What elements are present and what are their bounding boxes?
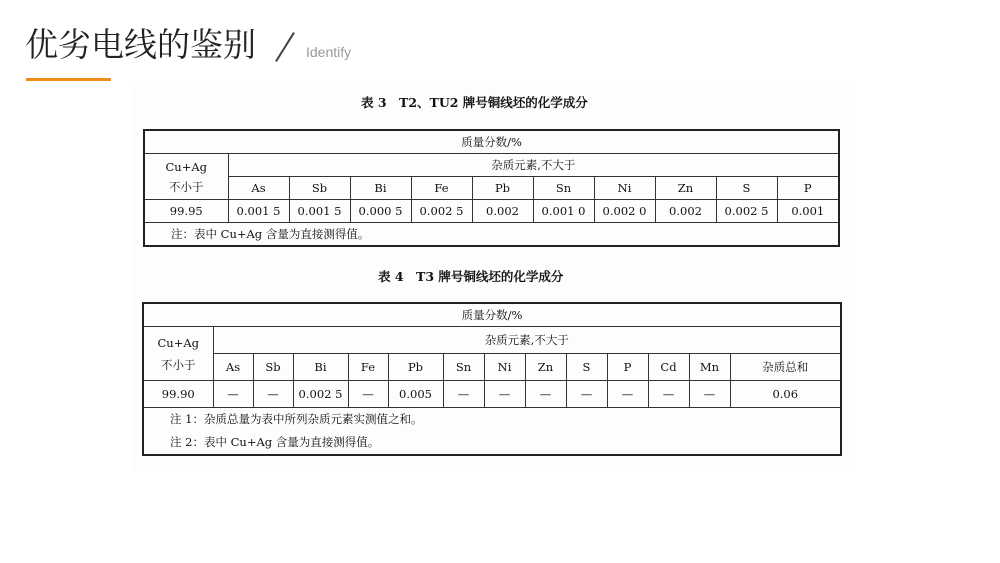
table3-element-row (144, 177, 839, 200)
table4-element: Sn (443, 354, 484, 381)
table4-value: — (253, 381, 293, 408)
table3 (143, 129, 840, 247)
table4-cu-ag-min-label: 不小于 (161, 357, 196, 372)
table4-impurity-header: 杂质元素,不大于 (213, 327, 841, 354)
table3-value: 0.002 5 (411, 200, 472, 223)
table4-value: — (443, 381, 484, 408)
table4-cu-ag-label: Cu+Ag (157, 335, 199, 350)
table3-value: 0.001 (777, 200, 839, 223)
page-subtitle: Identify (306, 44, 352, 60)
table4-total-header: 杂质总和 (730, 354, 841, 381)
table3-element: Sn (533, 177, 594, 200)
table4-element: Pb (388, 354, 443, 381)
table3-element: Pb (472, 177, 533, 200)
table3-impurity-header: 杂质元素,不大于 (228, 154, 839, 177)
table4-notes (143, 408, 841, 456)
table3-cu-ag-value: 99.95 (144, 200, 228, 223)
table3-value: 0.001 5 (289, 200, 350, 223)
table3-element: Zn (655, 177, 716, 200)
table3-caption: 表 3 T2、TU2 牌号铜线坯的化学成分 (361, 95, 588, 110)
table4-value: — (566, 381, 607, 408)
table4 (142, 302, 842, 456)
table4-element: Cd (648, 354, 689, 381)
table4-element: S (566, 354, 607, 381)
table4-value: — (213, 381, 253, 408)
table4-element: P (607, 354, 648, 381)
table4-value-row (143, 381, 841, 408)
table3-cu-ag-label: Cu+Ag (165, 159, 207, 174)
table3-value: 0.000 5 (350, 200, 411, 223)
table4-element: Zn (525, 354, 566, 381)
table4-value: 0.005 (388, 381, 443, 408)
table3-value: 0.002 (655, 200, 716, 223)
table4-element: Bi (293, 354, 348, 381)
table4-value: 0.002 5 (293, 381, 348, 408)
table3-cu-ag-min-label: 不小于 (169, 179, 204, 194)
table3-element: S (716, 177, 777, 200)
table4-value: — (648, 381, 689, 408)
title-accent-underline (26, 78, 111, 81)
table3-element: Bi (350, 177, 411, 200)
table4-element: Ni (484, 354, 525, 381)
table3-value: 0.002 (472, 200, 533, 223)
table3-value: 0.002 5 (716, 200, 777, 223)
table4-value: — (525, 381, 566, 408)
table4-cu-ag-header (143, 327, 213, 381)
table3-element: As (228, 177, 289, 200)
table4-element: As (213, 354, 253, 381)
table4-value: — (689, 381, 730, 408)
table4-element: Fe (348, 354, 388, 381)
table3-value-row (144, 200, 839, 223)
table3-mass-fraction-header: 质量分数/% (144, 130, 839, 154)
table4-element: Sb (253, 354, 293, 381)
table3-note: 注：表中 Cu+Ag 含量为直接测得值。 (144, 223, 839, 247)
table3-element: Fe (411, 177, 472, 200)
table3-element: Sb (289, 177, 350, 200)
table3-value: 0.001 5 (228, 200, 289, 223)
table3-cu-ag-header (144, 154, 228, 200)
table4-total-value: 0.06 (730, 381, 841, 408)
table4-mass-fraction-header: 质量分数/% (143, 303, 841, 327)
title-divider-slash (275, 32, 295, 62)
table4-value: — (348, 381, 388, 408)
table4-element-row (143, 354, 841, 381)
table4-value: — (484, 381, 525, 408)
page-title: 优劣电线的鉴别 (25, 25, 256, 64)
table3-element: Ni (594, 177, 655, 200)
table4-note-1: 注 1：杂质总量为表中所列杂质元素实测值之和。 (170, 412, 423, 426)
table4-value: — (607, 381, 648, 408)
table4-note-2: 注 2：表中 Cu+Ag 含量为直接测得值。 (170, 435, 380, 449)
table3-element: P (777, 177, 839, 200)
table3-value: 0.002 0 (594, 200, 655, 223)
table4-caption: 表 4 T3 牌号铜线坯的化学成分 (378, 269, 564, 284)
table4-element: Mn (689, 354, 730, 381)
table3-value: 0.001 0 (533, 200, 594, 223)
table4-cu-ag-value: 99.90 (143, 381, 213, 408)
